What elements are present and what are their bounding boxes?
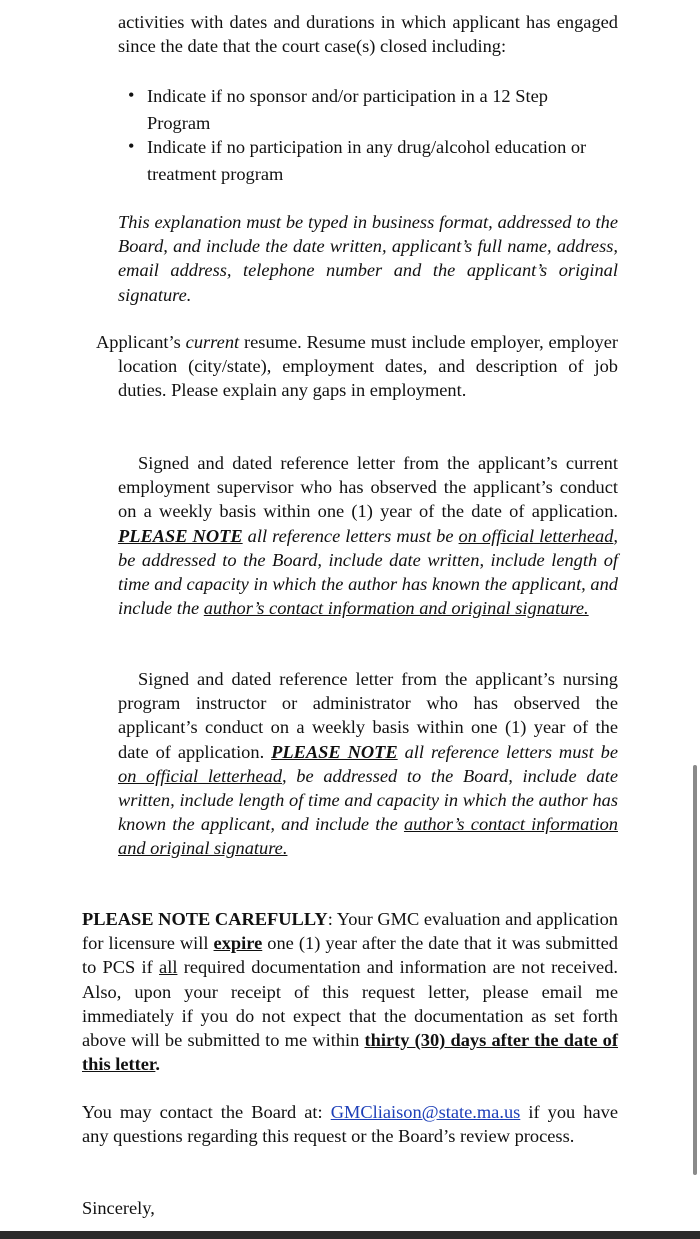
email-link[interactable]: GMCliaison@state.ma.us xyxy=(330,1102,521,1122)
contact-paragraph: You may contact the Board at: GMCliaison@state.ma.us if you have any questions regarding this request or the Board’s review process. xyxy=(82,1102,618,1147)
bullet-item xyxy=(128,83,618,137)
closing: Sincerely, xyxy=(82,1198,155,1218)
please-note-label: PLEASE NOTE xyxy=(118,525,243,546)
please-note-label: PLEASE NOTE xyxy=(271,741,398,762)
deadline-text: thirty (30) days after the date of this letter xyxy=(82,1030,618,1075)
bullet-text: Indicate if no participation in any drug/alcohol education or treatment program xyxy=(147,137,587,184)
format-note: This explanation must be typed in business format, addressed to the Board, and include the date written, applicant’s full name, address, email address, telephone number and the applicant’s original signature. xyxy=(118,212,618,305)
instructor-reference: Signed and dated reference letter from the applicant’s nursing program instructor or administrator who has observed the applicant’s conduct on a weekly basis within one (1) year of the date of application. PLEASE NOTE all reference letters must be on official letterhead, be addressed to the Board, include date written, include length of time and capacity in which the author has known the applicant, and include the author’s contact information and original signature. xyxy=(118,669,618,859)
bullet-icon: • xyxy=(128,136,135,156)
bottom-bar xyxy=(0,1231,700,1239)
employer-reference: Signed and dated reference letter from the applicant’s current employment supervisor who has observed the applicant’s conduct on a weekly basis within one (1) year of the date of application. PLEASE NOTE all reference letters must be on official letterhead, be addressed to the Board, include date written, include length of time and capacity in which the author has known the applicant, and include the author’s contact information and original signature. xyxy=(118,453,618,619)
resume-requirement: Applicant’s current resume. Resume must include employer, employer location (city/state), employment dates, and description of job duties. Please explain any gaps in employment. xyxy=(96,332,618,401)
scrollbar[interactable] xyxy=(693,765,697,1175)
careful-note: PLEASE NOTE CAREFULLY: Your GMC evaluation and application for licensure will expire one (1) year after the date that it was submitted to PCS if all required documentation and information are not received. Also, upon your receipt of this request letter, please email me immediately if you do not expect that the documentation as set forth above will be submitted to me within thirty (30) days after the date of this letter. xyxy=(82,909,619,1075)
recovery-intro: activities with dates and durations in which applicant has engaged since the date that the court case(s) closed including: xyxy=(118,12,618,57)
bullet-icon: • xyxy=(128,85,135,105)
careful-note-heading: PLEASE NOTE CAREFULLY xyxy=(82,909,328,929)
bullet-item xyxy=(128,134,618,188)
bullet-text: Indicate if no sponsor and/or participation in a 12 Step Program xyxy=(147,86,548,133)
